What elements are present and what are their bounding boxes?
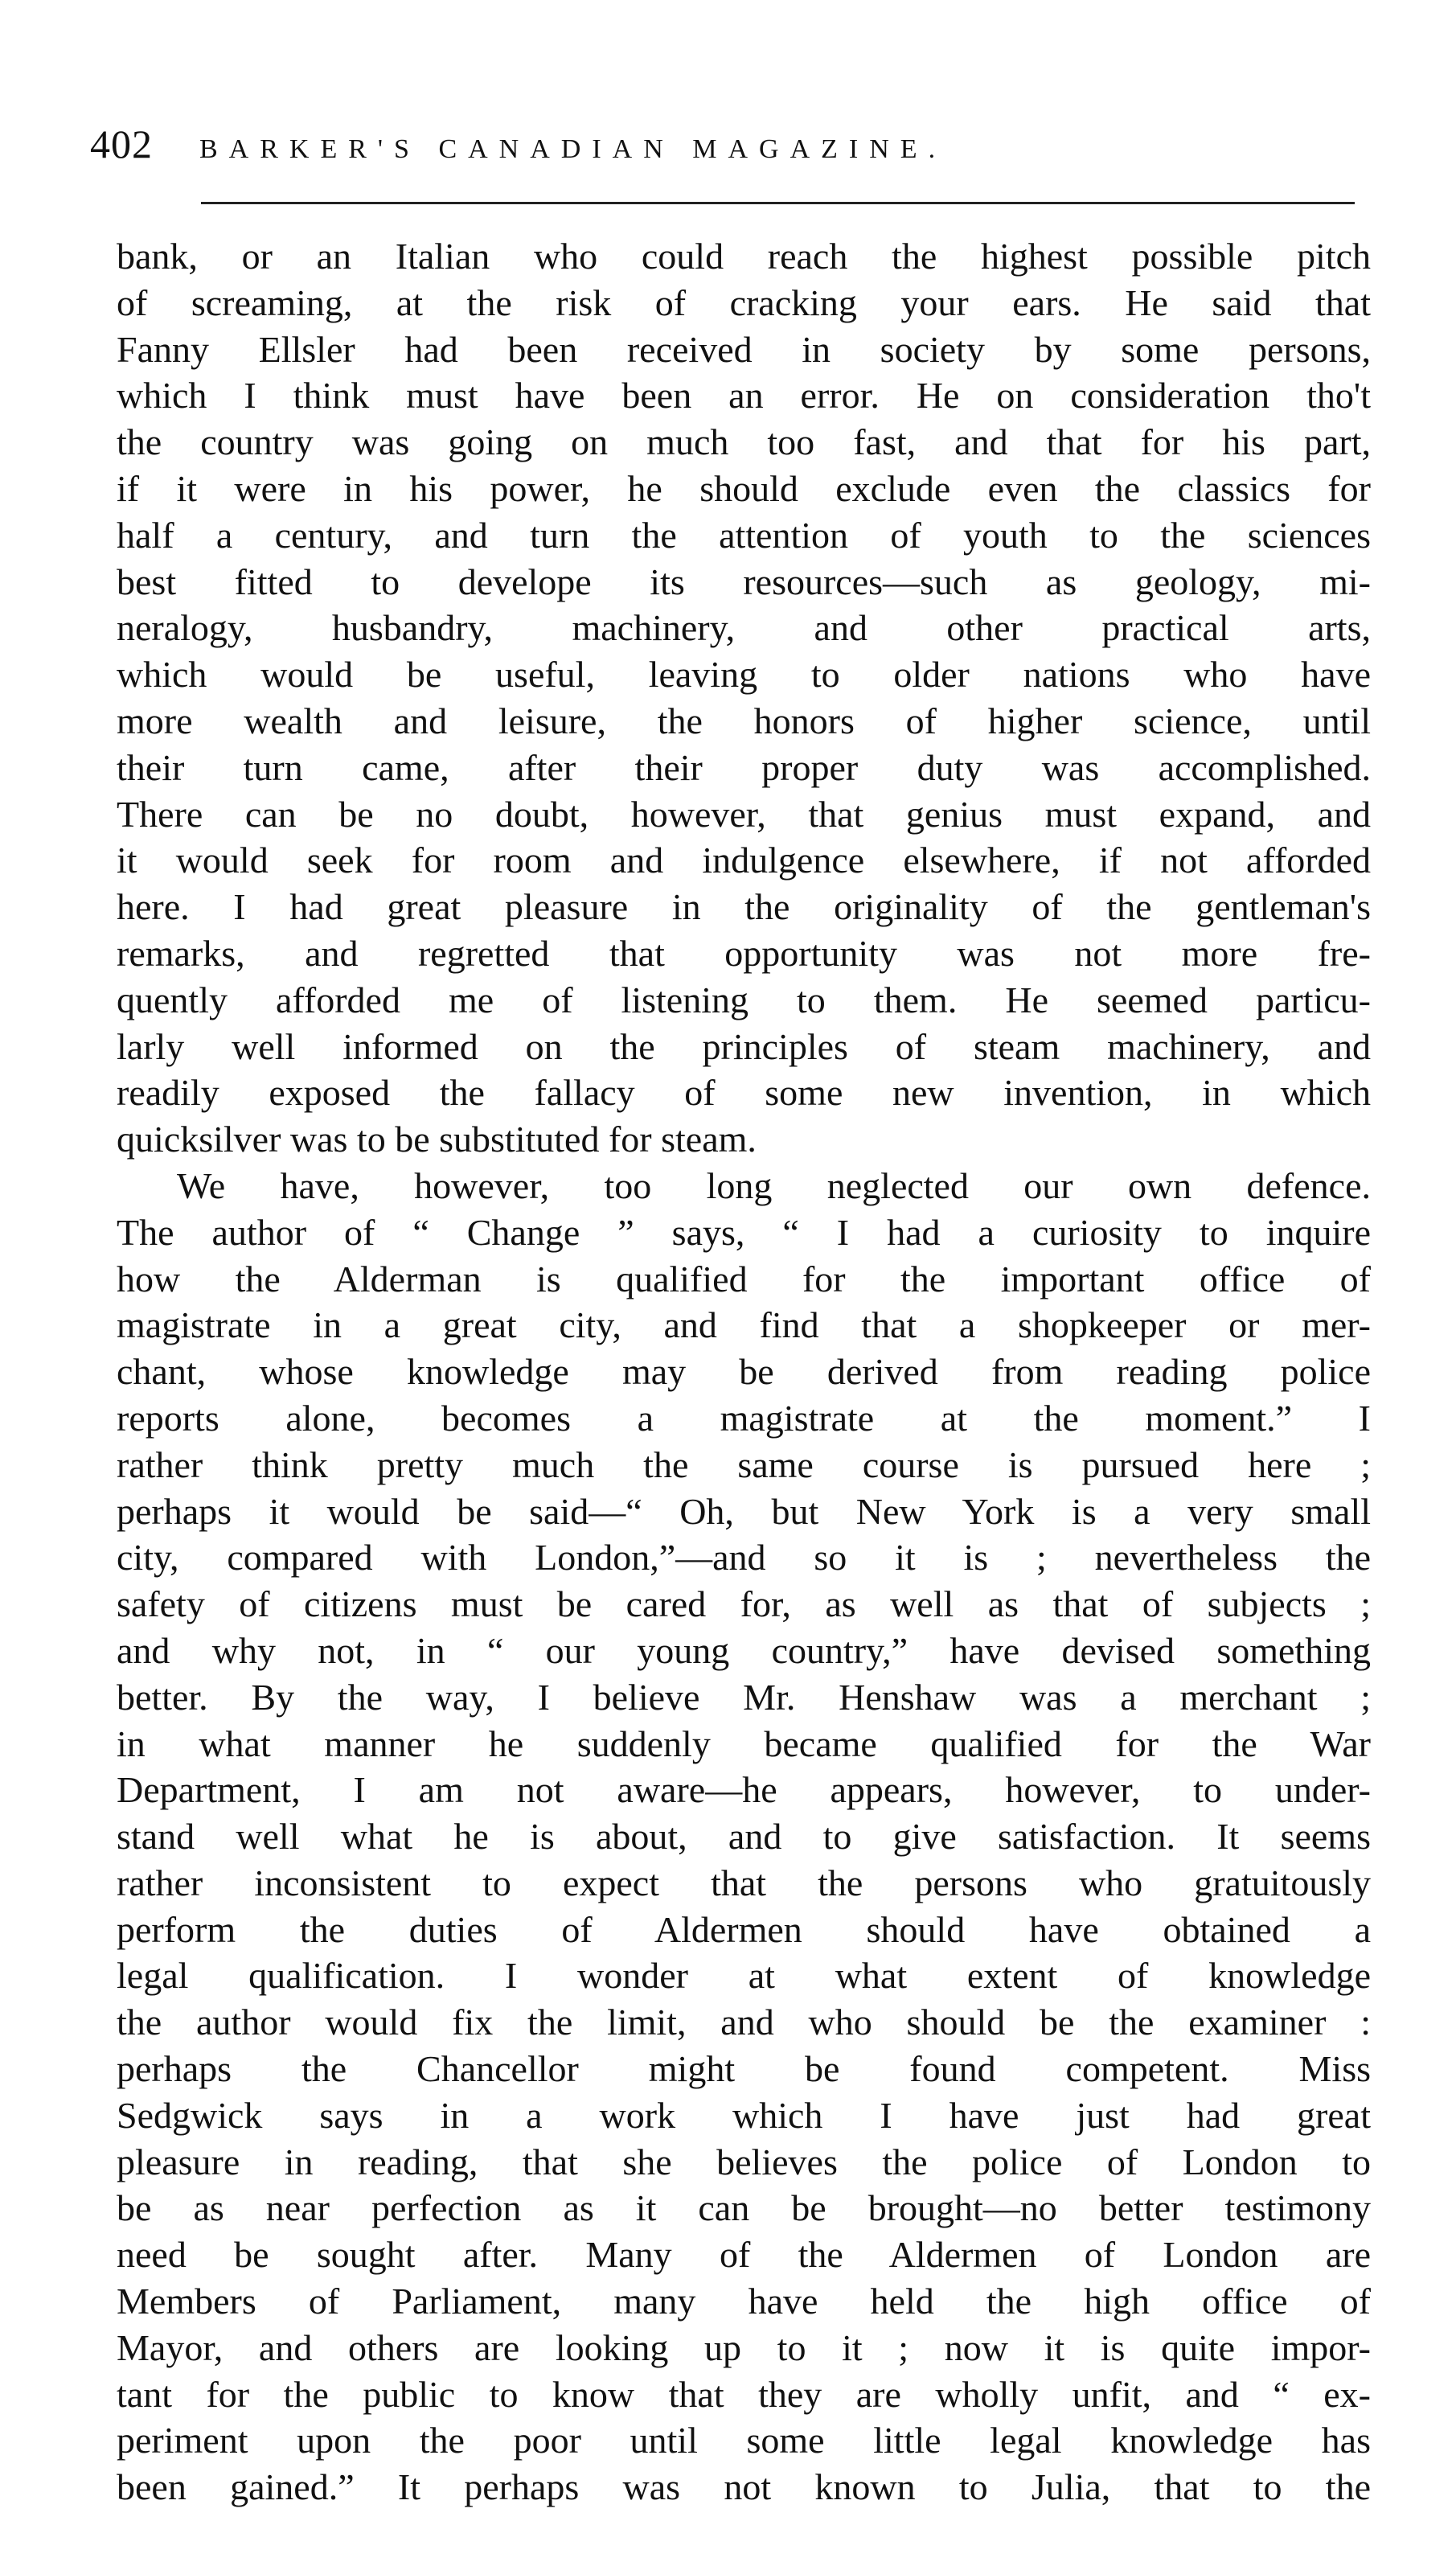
text-line: quently afforded me of listening to them. He seemed particu- [117,979,1371,1020]
text-line: more wealth and leisure, the honors of higher science, until [117,700,1371,741]
text-line: be as near perfection as it can be brought—no better testimony [117,2187,1371,2229]
text-line: larly well informed on the principles of steam machinery, and [117,1025,1371,1067]
text-line: neralogy, husbandry, machinery, and other practical arts, [117,607,1371,649]
magazine-title: BARKER'S CANADIAN MAGAZINE. [199,134,947,164]
text-line: the country was going on much too fast, and that for his part, [117,421,1371,463]
text-line: safety of citizens must be cared for, as well as that of subjects ; [117,1583,1371,1625]
text-line: reports alone, becomes a magistrate at the moment.” I [117,1397,1371,1439]
text-line: rather think pretty much the same course is pursued here ; [117,1443,1371,1485]
text-line: best fitted to develope its resources—such as geology, mi- [117,560,1371,602]
text-line: city, compared with London,”—and so it is ; nevertheless the [117,1537,1371,1579]
text-line: the author would fix the limit, and who should be the examiner : [117,2002,1371,2043]
text-line: The author of “ Change ” says, “ I had a curiosity to inquire [117,1211,1371,1253]
text-line: perhaps it would be said—“ Oh, but New York is a very small [117,1490,1371,1532]
text-line: their turn came, after their proper duty was accomplished. [117,746,1371,788]
text-line: perform the duties of Aldermen should have obtained a [117,1908,1371,1950]
text-line: how the Alderman is qualified for the important office of [117,1258,1371,1299]
text-line: Members of Parliament, many have held the high office of [117,2281,1371,2322]
text-line: which I think must have been an error. He on consideration tho't [117,375,1371,417]
text-line: of screaming, at the risk of cracking your ears. He said that [117,281,1371,323]
text-line: bank, or an Italian who could reach the highest possible pitch [117,236,1371,277]
text-line: it would seek for room and indulgence elsewhere, if not afforded [117,840,1371,881]
header-rule [201,202,1355,204]
text-line: half a century, and turn the attention of youth to the sciences [117,514,1371,556]
text-line: remarks, and regretted that opportunity was not more fre- [117,932,1371,974]
text-line: We have, however, too long neglected our own defence. [177,1164,1371,1206]
text-line: Mayor, and others are looking up to it ; now it is quite impor- [117,2326,1371,2368]
text-line: Department, I am not aware—he appears, however, to under- [117,1769,1371,1811]
text-line: There can be no doubt, however, that genius must expand, and [117,793,1371,835]
text-line: rather inconsistent to expect that the persons who gratuitously [117,1862,1371,1903]
text-line: tant for the public to know that they are wholly unfit, and “ ex- [117,2373,1371,2415]
text-line: which would be useful, leaving to older nations who have [117,654,1371,696]
text-line: stand well what he is about, and to give satisfaction. It seems [117,1816,1371,1858]
text-line: in what manner he suddenly became qualified for the War [117,1722,1371,1764]
text-line: need be sought after. Many of the Aldermen of London are [117,2234,1371,2276]
running-head [90,121,1352,185]
text-line: perhaps the Chancellor might be found competent. Miss [117,2048,1371,2090]
text-line: Fanny Ellsler had been received in society by some persons, [117,328,1371,370]
text-line: magistrate in a great city, and find that a shopkeeper or mer- [117,1304,1371,1346]
text-line: pleasure in reading, that she believes the police of London to [117,2141,1371,2182]
text-line: chant, whose knowledge may be derived from reading police [117,1351,1371,1393]
body-text [117,233,1371,2511]
text-line: if it were in his power, he should exclude even the classics for [117,467,1371,509]
text-line: and why not, in “ our young country,” have devised something [117,1629,1371,1671]
text-line: here. I had great pleasure in the originality of the gentleman's [117,886,1371,928]
text-line: legal qualification. I wonder at what extent of knowledge [117,1955,1371,1997]
text-line: Sedgwick says in a work which I have just had great [117,2094,1371,2136]
text-line: quicksilver was to be substituted for steam. [117,1119,757,1160]
text-line: periment upon the poor until some little legal knowledge has [117,2420,1371,2461]
text-line: been gained.” It perhaps was not known to Julia, that to the [117,2466,1371,2508]
text-line: readily exposed the fallacy of some new invention, in which [117,1072,1371,1114]
page-number: 402 [90,121,153,166]
text-line: better. By the way, I believe Mr. Henshaw was a merchant ; [117,1676,1371,1718]
